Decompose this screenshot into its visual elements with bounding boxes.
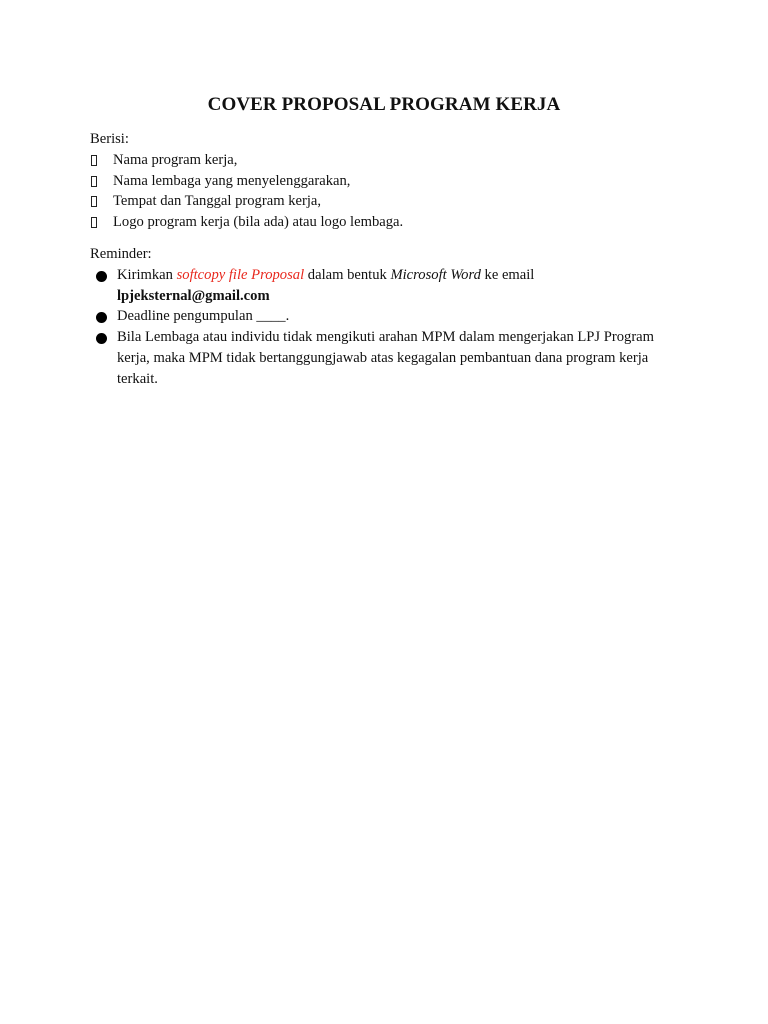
berisi-item (90, 212, 690, 233)
empty-box-icon (91, 155, 97, 166)
softcopy-highlight: softcopy file Proposal (176, 266, 305, 283)
reminder-list (90, 265, 690, 390)
bullet-dot-icon (96, 271, 107, 282)
berisi-item-text: Nama lembaga yang menyelenggarakan, (113, 172, 351, 189)
page-title: COVER PROPOSAL PROGRAM KERJA (207, 94, 561, 115)
berisi-item-text: Tempat dan Tanggal program kerja, (113, 193, 322, 210)
document-content (90, 129, 690, 390)
deadline-text: Deadline pengumpulan ____. (117, 308, 290, 325)
berisi-list (90, 150, 690, 233)
reminder-item (90, 327, 690, 389)
bullet-dot-icon (96, 312, 107, 323)
berisi-item-text: Logo program kerja (bila ada) atau logo lembaga. (113, 214, 404, 231)
empty-box-icon (91, 196, 97, 207)
berisi-label: Berisi: (90, 131, 129, 147)
bullet-dot-icon (96, 333, 107, 344)
berisi-item (90, 171, 690, 192)
berisi-item (90, 150, 690, 171)
reminder-prefix: Kirimkan (117, 266, 177, 283)
empty-box-icon (91, 176, 97, 187)
reminder-suffix: ke email (480, 266, 535, 283)
email-address: lpjeksternal@gmail.com (117, 287, 270, 304)
berisi-item (90, 191, 690, 212)
reminder-label: Reminder: (90, 245, 152, 262)
reminder-item (90, 265, 690, 307)
disclaimer-text: Bila Lembaga atau individu tidak mengikuti arahan MPM dalam mengerjakan LPJ Program kerja, maka MPM tidak bertanggungjawab atas kegagalan pembantuan dana program kerja terkait. (117, 329, 655, 387)
reminder-item (90, 306, 690, 327)
empty-box-icon (91, 217, 97, 228)
reminder-middle: dalam bentuk (304, 266, 391, 283)
microsoft-word-text: Microsoft Word (390, 266, 481, 283)
berisi-item-text: Nama program kerja, (113, 151, 238, 168)
